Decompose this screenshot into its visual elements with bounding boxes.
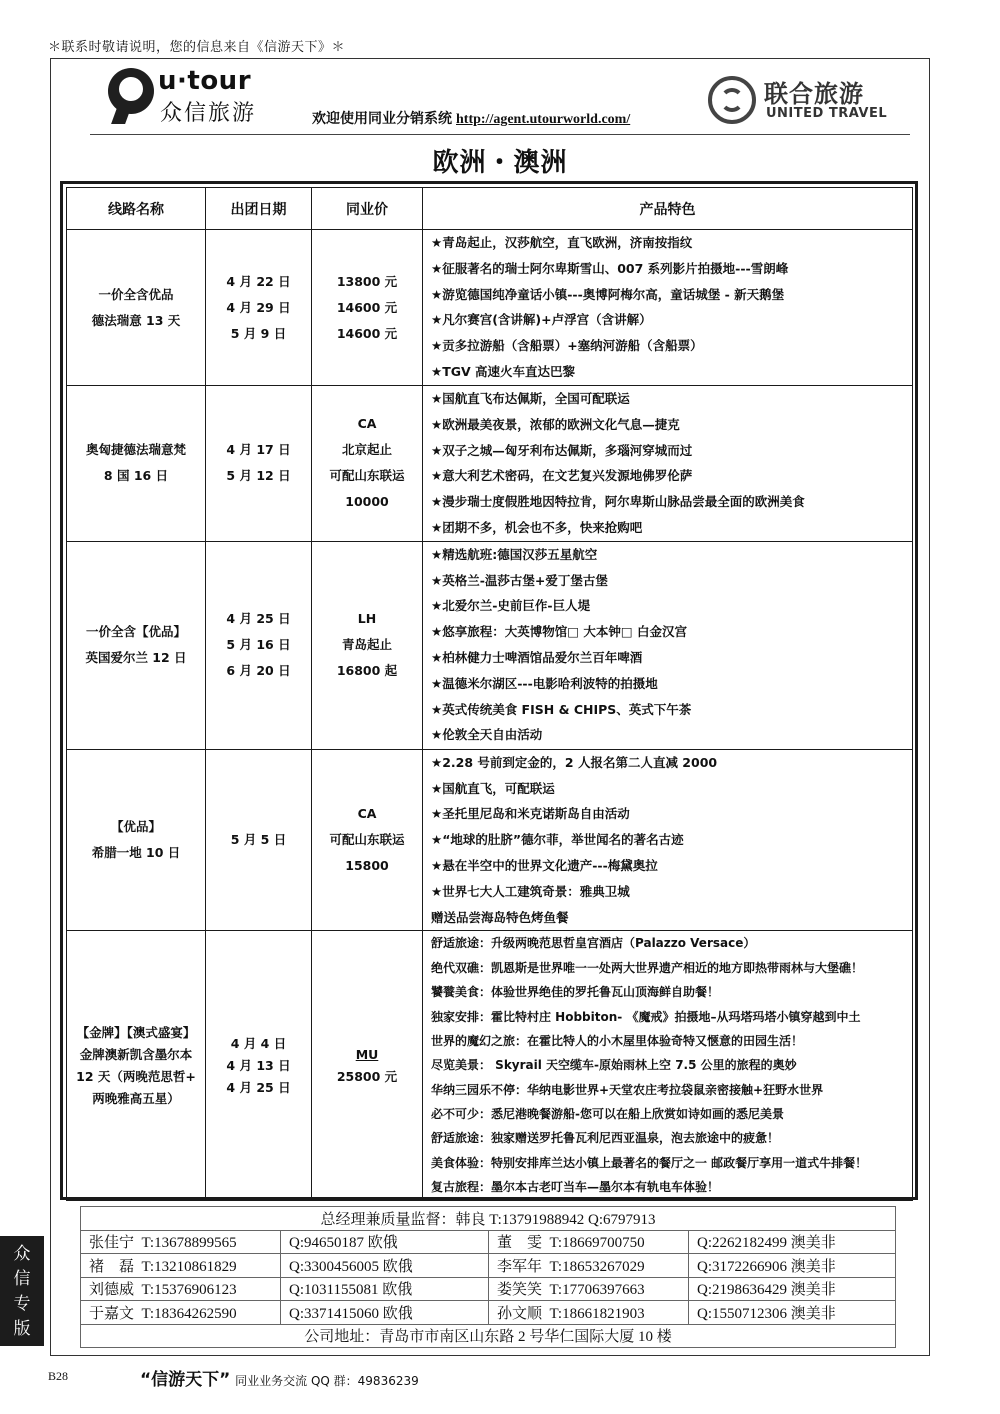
departure-dates	[206, 931, 312, 1200]
supervisor-info: 总经理兼质量监督：韩良 T:13791988942 Q:6797913	[81, 1207, 896, 1231]
contact-phone: T:15376906123	[141, 1282, 237, 1299]
route-name-line: 一价全含优品	[98, 286, 174, 302]
united-travel-logo	[708, 74, 888, 130]
table-row	[67, 386, 913, 542]
united-travel-cn: 联合旅游	[764, 80, 864, 108]
date-line: 4 月 13 日	[226, 1057, 291, 1073]
departure-dates	[206, 541, 312, 749]
contact-area: 欧俄	[367, 1235, 398, 1252]
united-travel-emblem-icon	[708, 76, 756, 124]
contact-cell	[689, 1230, 896, 1254]
route-name-line: 两晚雅高五星）	[92, 1090, 180, 1106]
table-row	[67, 541, 913, 749]
contact-row	[81, 1254, 896, 1278]
route-name-line: 奥匈捷德法瑞意梵	[85, 442, 186, 458]
price-line: 青岛起止	[341, 637, 392, 653]
contact-cell	[689, 1277, 896, 1301]
header-route-name: 线路名称	[67, 188, 206, 230]
contact-cell	[81, 1254, 281, 1278]
contact-phone: T:13678899565	[141, 1235, 237, 1252]
price-line: 10000	[345, 494, 389, 510]
feature-item: ★国航直飞布达佩斯，全国可配联运	[431, 391, 630, 406]
agent-url-link[interactable]: http://agent.utourworld.com/	[456, 112, 631, 127]
route-name-line: 8 国 16 日	[103, 468, 169, 484]
feature-item: ★欧洲最美夜景，浓郁的欧洲文化气息—捷克	[431, 416, 680, 432]
contact-phone: T:17706397663	[549, 1282, 645, 1299]
price-line: 可配山东联运	[329, 468, 405, 484]
feature-item: ★游览德国纯净童话小镇---奥博阿梅尔高，童话城堡 - 新天鹅堡	[431, 286, 785, 302]
feature-item: ★2.28 号前到定金的，2 人报名第二人直减 2000	[431, 754, 718, 770]
feature-item: 舒适旅途：升级两晚范思哲皇宫酒店（Palazzo Versace）	[431, 936, 756, 951]
contact-area: 欧俄	[382, 1258, 413, 1275]
contact-qq: Q:3172266906	[697, 1258, 787, 1275]
feature-item: ★“地球的肚脐”德尔菲，举世闻名的著名古迹	[431, 832, 684, 848]
header-divider	[90, 134, 910, 135]
contact-name: 于嘉文	[89, 1305, 135, 1322]
contact-row	[81, 1277, 896, 1301]
contact-name: 娄笑笑	[497, 1282, 543, 1299]
route-name-line: 英国爱尔兰 12 日	[85, 650, 187, 666]
feature-list	[423, 230, 913, 386]
feature-item: 复古旅程：墨尔本古老叮当车—墨尔本有轨电车体验！	[431, 1180, 720, 1195]
contact-phone: T:18653267029	[549, 1258, 645, 1275]
route-name	[67, 749, 206, 931]
side-tab-char: 版	[13, 1319, 31, 1339]
contact-name: 褚 磊	[89, 1258, 135, 1275]
route-name	[67, 931, 206, 1200]
feature-item: ★双子之城—匈牙利布达佩斯，多瑙河穿城而过	[431, 442, 693, 458]
contact-name: 孙文顺	[497, 1305, 543, 1322]
header-trade-price: 同业价	[312, 188, 423, 230]
contact-cell	[489, 1254, 689, 1278]
feature-list	[423, 386, 913, 542]
feature-list	[423, 931, 913, 1200]
contact-row	[81, 1301, 896, 1325]
contact-phone: T:13210861829	[141, 1258, 237, 1275]
date-line: 5 月 5 日	[230, 832, 287, 848]
route-name-line: 一价全含【优品】	[85, 624, 186, 640]
feature-list	[423, 541, 913, 749]
header-departure-date: 出团日期	[206, 188, 312, 230]
feature-item: 赠送品尝海岛特色烤鱼餐	[431, 909, 569, 925]
price-line: 25800 元	[336, 1068, 398, 1084]
address-row	[81, 1324, 896, 1348]
welcome-line	[312, 108, 630, 128]
feature-item: ★英式传统美食 FISH & CHIPS、英式下午茶	[431, 701, 692, 717]
price-line: 16800 起	[336, 663, 398, 679]
contact-cell	[281, 1254, 489, 1278]
departure-dates	[206, 749, 312, 931]
feature-list	[423, 749, 913, 931]
contact-cell	[489, 1301, 689, 1325]
contact-phone: T:18364262590	[141, 1305, 237, 1322]
price-line: 可配山东联运	[329, 832, 405, 848]
utour-logo-en: u·tour	[158, 66, 252, 96]
page-number: B28	[48, 1369, 69, 1383]
feature-item: ★圣托里尼岛和米克诺斯岛自由活动	[431, 806, 630, 822]
contact-qq: Q:2198636429	[697, 1282, 787, 1299]
contact-qq: Q:94650187	[289, 1235, 364, 1252]
date-line: 4 月 17 日	[226, 442, 291, 458]
feature-item: ★伦敦全天自由活动	[431, 727, 543, 743]
route-name-line: 【金牌】【澳式盛宴】	[76, 1024, 196, 1040]
contact-cell	[689, 1254, 896, 1278]
price-line: 14600 元	[336, 299, 398, 315]
contact-area: 欧俄	[382, 1282, 413, 1299]
route-name-line: 希腊一地 10 日	[91, 845, 181, 861]
contact-cell	[489, 1277, 689, 1301]
company-address: 公司地址：青岛市市南区山东路 2 号华仁国际大厦 10 楼	[81, 1324, 896, 1348]
route-name-line: 金牌澳新凯含墨尔本	[79, 1046, 193, 1062]
footer-brand: “信游天下”	[140, 1370, 231, 1390]
feature-item: ★北爱尔兰-史前巨作-巨人堤	[431, 598, 591, 614]
trade-price	[312, 541, 423, 749]
contact-qq: Q:2262182499	[697, 1235, 787, 1252]
feature-item: 舒适旅途：独家赠送罗托鲁瓦利尼西亚温泉，泡去旅途中的疲惫！	[431, 1131, 780, 1146]
date-line: 5 月 12 日	[226, 468, 291, 484]
contact-area: 澳美非	[790, 1305, 836, 1322]
price-line: LH	[357, 611, 377, 627]
contact-qq: Q:1550712306	[697, 1305, 787, 1322]
welcome-text: 欢迎使用同业分销系统	[312, 111, 452, 127]
feature-item: 美食体验：特别安排库兰达小镇上最著名的餐厅之一 邮政餐厅享用一道式牛排餐！	[431, 1155, 868, 1170]
trade-price	[312, 386, 423, 542]
feature-item: ★漫步瑞士度假胜地因特拉肯，阿尔卑斯山脉品尝最全面的欧洲美食	[431, 494, 805, 510]
edition-side-tab	[0, 1236, 44, 1346]
route-name	[67, 386, 206, 542]
feature-item: 绝代双礁：凯恩斯是世界唯一一处两大世界遗产相近的地方即热带雨林与大堡礁！	[431, 960, 864, 975]
departure-dates	[206, 230, 312, 386]
header-features: 产品特色	[423, 188, 913, 230]
date-line: 5 月 16 日	[226, 637, 291, 653]
contact-phone: T:18669700750	[549, 1235, 645, 1252]
united-travel-en: UNITED TRAVEL	[766, 106, 888, 121]
supervisor-row	[81, 1207, 896, 1231]
date-line: 4 月 25 日	[226, 611, 291, 627]
feature-item: ★贡多拉游船（含船票）+塞纳河游船（含船票）	[431, 338, 703, 354]
feature-item: 世界的魔幻之旅：在霍比特人的小木屋里体验奇特又惬意的田园生活！	[431, 1033, 804, 1048]
date-line: 4 月 4 日	[230, 1035, 287, 1051]
utour-logo	[108, 66, 278, 126]
contact-name: 刘德威	[89, 1282, 135, 1299]
date-line: 6 月 20 日	[226, 663, 291, 679]
contact-name: 李军年	[497, 1258, 543, 1275]
route-name-line: 【优品】	[110, 819, 161, 835]
departure-dates	[206, 386, 312, 542]
feature-item: ★团期不多，机会也不多，快来抢购吧	[431, 519, 643, 535]
contact-name: 董 雯	[497, 1235, 543, 1252]
date-line: 5 月 9 日	[230, 325, 287, 341]
utour-logo-cn: 众信旅游	[160, 101, 257, 126]
contact-cell	[281, 1301, 489, 1325]
contact-notice: ＊联系时敬请说明，您的信息来自《信游天下》＊	[48, 40, 346, 55]
contact-phone: T:18661821903	[549, 1305, 645, 1322]
feature-item: ★世界七大人工建筑奇景：雅典卫城	[431, 883, 630, 899]
feature-item: 饕餮美食：体验世界绝佳的罗托鲁瓦山顶海鲜自助餐！	[431, 985, 720, 1000]
table-row	[67, 230, 913, 386]
feature-item: 独家安排：霍比特村庄 Hobbiton- 《魔戒》拍摄地–从玛塔玛塔小镇穿越到中土	[431, 1009, 861, 1024]
table-header-row	[67, 188, 913, 230]
contact-qq: Q:3300456005	[289, 1258, 379, 1275]
contact-cell	[281, 1277, 489, 1301]
contact-area: 欧俄	[382, 1305, 413, 1322]
price-line: 北京起止	[341, 442, 392, 458]
contact-qq: Q:1031155081	[289, 1282, 379, 1299]
table-row	[67, 931, 913, 1200]
contact-cell	[281, 1230, 489, 1254]
contact-cell	[489, 1230, 689, 1254]
contact-name: 张佳宁	[89, 1235, 135, 1252]
feature-item: ★精选航班:德国汉莎五星航空	[431, 546, 598, 562]
utour-bubble-icon	[108, 68, 154, 114]
price-line: CA	[357, 416, 377, 432]
contact-cell	[689, 1301, 896, 1325]
price-line: 15800	[345, 858, 389, 874]
trade-price	[312, 931, 423, 1200]
contacts-table	[80, 1206, 896, 1348]
contact-row	[81, 1230, 896, 1254]
footer-info	[140, 1365, 419, 1390]
contact-area: 澳美非	[790, 1258, 836, 1275]
feature-item: ★征服著名的瑞士阿尔卑斯雪山、007 系列影片拍摄地---雪朗峰	[431, 260, 789, 276]
table-row	[67, 749, 913, 931]
route-name-line: 德法瑞意 13 天	[91, 312, 181, 328]
feature-item: 尽览美景： Skyrail 天空缆车-原始雨林上空 7.5 公里的旅程的奥妙	[431, 1058, 797, 1073]
price-line: MU	[355, 1046, 379, 1062]
feature-item: 华纳三园乐不停：华纳电影世界+天堂农庄考拉袋鼠亲密接触+狂野水世界	[431, 1082, 824, 1097]
contact-cell	[81, 1230, 281, 1254]
feature-item: ★柏林健力士啤酒馆品爱尔兰百年啤酒	[431, 649, 643, 665]
feature-item: ★温德米尔湖区---电影哈利波特的拍摄地	[431, 675, 658, 691]
trade-price	[312, 230, 423, 386]
feature-item: ★悠享旅程：大英博物馆□ 大本钟□ 白金汉宫	[431, 624, 688, 640]
price-line: 13800 元	[336, 273, 398, 289]
page-title: 欧洲・澳洲	[432, 148, 568, 178]
contact-area: 澳美非	[790, 1235, 836, 1252]
date-line: 4 月 25 日	[226, 1079, 291, 1095]
date-line: 4 月 29 日	[226, 299, 291, 315]
side-tab-char: 众	[13, 1244, 31, 1264]
feature-item: ★TGV 高速火车直达巴黎	[431, 363, 576, 379]
trade-price	[312, 749, 423, 931]
route-name	[67, 230, 206, 386]
contact-cell	[81, 1277, 281, 1301]
contact-area: 澳美非	[790, 1282, 836, 1299]
route-name-line: 12 天（两晚范思哲+	[76, 1068, 196, 1084]
footer-qq-group: 同业业务交流 QQ 群：49836239	[235, 1374, 419, 1388]
route-name	[67, 541, 206, 749]
date-line: 4 月 22 日	[226, 273, 291, 289]
feature-item: ★凡尔赛宫(含讲解)+卢浮宫（含讲解）	[431, 312, 652, 328]
routes-table	[66, 187, 913, 1201]
feature-item: 必不可少：悉尼港晚餐游船-您可以在船上欣赏如诗如画的悉尼美景	[431, 1107, 784, 1122]
feature-item: ★国航直飞，可配联运	[431, 780, 555, 796]
side-tab-char: 信	[13, 1269, 31, 1289]
feature-item: ★悬在半空中的世界文化遗产---梅黛奥拉	[431, 857, 658, 873]
contact-qq: Q:3371415060	[289, 1305, 379, 1322]
feature-item: ★英格兰-温莎古堡+爱丁堡古堡	[431, 572, 608, 588]
feature-item: ★青岛起止，汉莎航空，直飞欧洲，济南按指纹	[431, 235, 693, 250]
feature-item: ★意大利艺术密码，在文艺复兴发源地佛罗伦萨	[431, 468, 693, 484]
price-line: 14600 元	[336, 325, 398, 341]
side-tab-char: 专	[13, 1294, 31, 1314]
price-line: CA	[357, 806, 377, 822]
contact-cell	[81, 1301, 281, 1325]
